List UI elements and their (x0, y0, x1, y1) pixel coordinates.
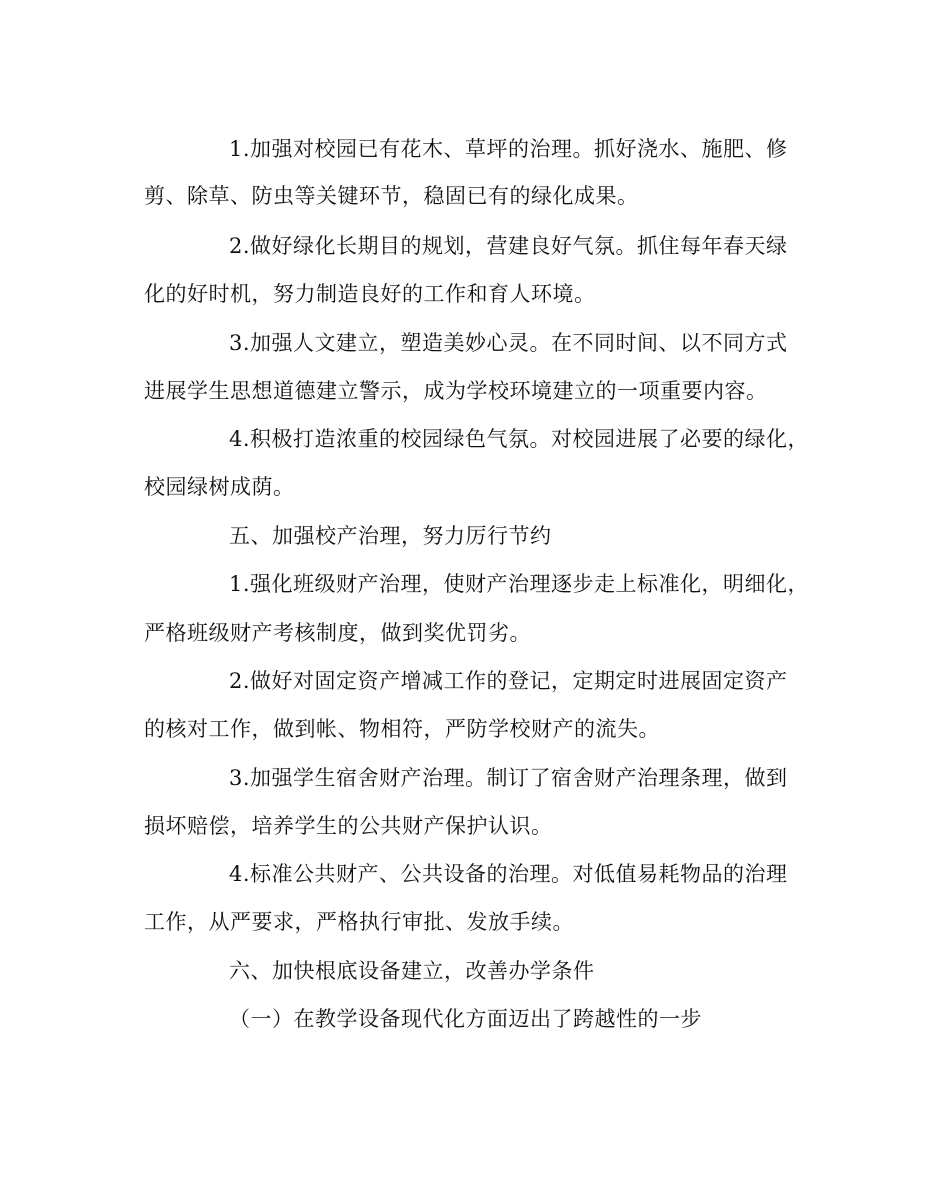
paragraph-6-line-1: 2.做好对固定资产增减工作的登记，定期定时进展固定资产 (229, 669, 788, 693)
paragraph-1-line-1: 1.加强对校园已有花木、草坪的治理。抓好浇水、施肥、修 (229, 137, 788, 161)
section-heading-five: 五、加强校产治理，努力厉行节约 (229, 524, 552, 548)
paragraph-1-line-2: 剪、除草、防虫等关键环节，稳固已有的绿化成果。 (144, 184, 639, 208)
paragraph-4-line-2: 校园绿树成荫。 (144, 475, 295, 499)
paragraph-2-line-1: 2.做好绿化长期目的规划，营建良好气氛。抓住每年春天绿 (229, 234, 788, 258)
paragraph-6-line-2: 的核对工作，做到帐、物相符，严防学校财产的流失。 (144, 717, 660, 741)
paragraph-5-line-2: 严格班级财产考核制度，做到奖优罚劣。 (144, 621, 531, 645)
paragraph-3-line-1: 3.加强人文建立，塑造美妙心灵。在不同时间、以不同方式 (229, 331, 788, 355)
paragraph-8-line-1: 4.标准公共财产、公共设备的治理。对低值易耗物品的治理 (229, 862, 788, 886)
paragraph-8-line-2: 工作，从严要求，严格执行审批、发放手续。 (144, 910, 574, 934)
paragraph-4-line-1: 4.积极打造浓重的校园绿色气氛。对校园进展了必要的绿化， (229, 427, 810, 451)
paragraph-5-line-1: 1.强化班级财产治理，使财产治理逐步走上标准化，明细化， (229, 572, 810, 596)
paragraph-7-line-2: 损坏赔偿，培养学生的公共财产保护认识。 (144, 814, 553, 838)
paragraph-7-line-1: 3.加强学生宿舍财产治理。制订了宿舍财产治理条理，做到 (229, 766, 788, 790)
section-heading-six: 六、加快根底设备建立，改善办学条件 (229, 959, 595, 983)
paragraph-3-line-2: 进展学生思想道德建立警示，成为学校环境建立的一项重要内容。 (144, 379, 768, 403)
subsection-heading-one: （一）在教学设备现代化方面迈出了跨越性的一步 (229, 1007, 702, 1031)
paragraph-2-line-2: 化的好时机，努力制造良好的工作和育人环境。 (144, 282, 596, 306)
